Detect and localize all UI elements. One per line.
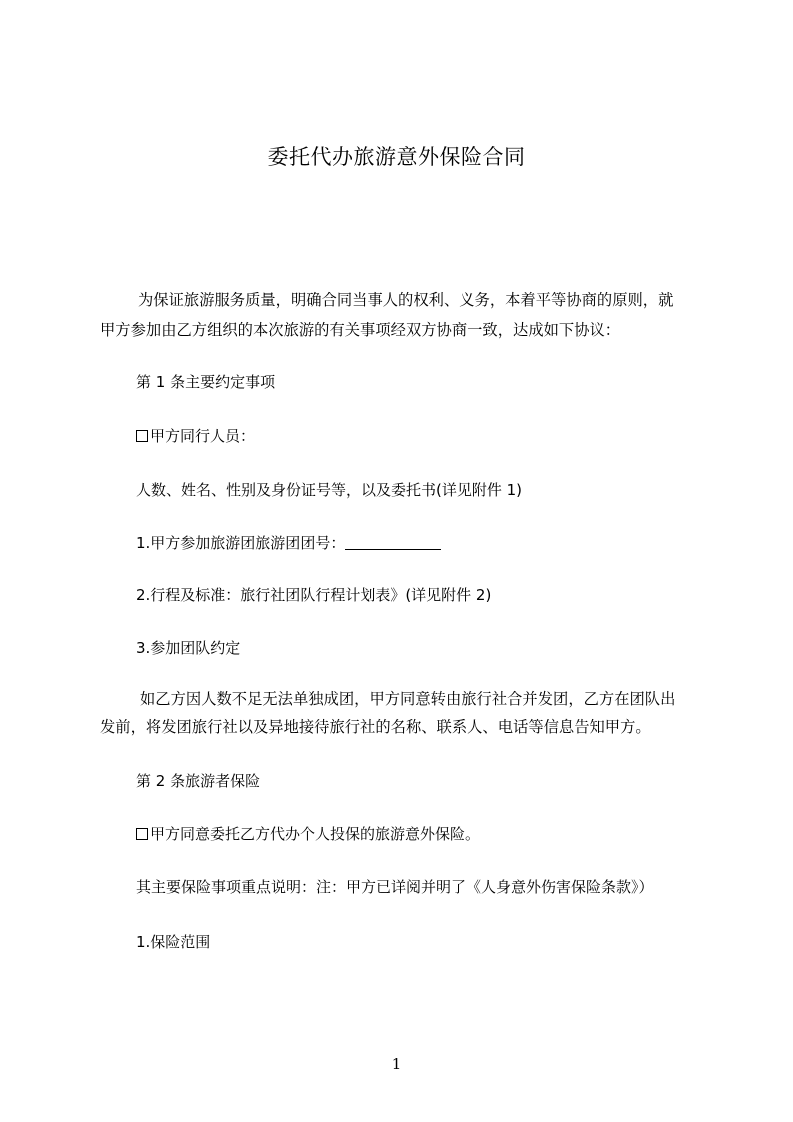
companions-checkbox[interactable]	[136, 430, 148, 442]
coverage-heading: 1.保险范围	[136, 933, 211, 951]
article-2-heading: 第 2 条旅游者保险	[136, 772, 261, 790]
companions-row	[136, 426, 255, 446]
intro-paragraph-line-2: 甲方参加由乙方组织的本次旅游的有关事项经双方协商一致，达成如下协议：	[100, 321, 621, 339]
item-1-row	[136, 533, 441, 553]
insurance-consent-label: 甲方同意委托乙方代办个人投保的旅游意外保险。	[150, 825, 481, 843]
document-title: 委托代办旅游意外保险合同	[267, 145, 526, 169]
insurance-consent-checkbox[interactable]	[136, 828, 148, 840]
article-1-heading: 第 1 条主要约定事项	[136, 373, 276, 391]
tour-group-number-blank[interactable]	[345, 535, 441, 550]
companions-detail: 人数、姓名、性别及身份证号等，以及委托书(详见附件 1)	[136, 481, 523, 499]
merge-paragraph-line-2: 发前，将发团旅行社以及异地接待旅行社的名称、联系人、电话等信息告知甲方。	[100, 718, 651, 736]
intro-paragraph-line-1: 为保证旅游服务质量，明确合同当事人的权利、义务，本着平等协商的原则，就	[138, 291, 674, 309]
item-3-group-agreement: 3.参加团队约定	[136, 639, 241, 657]
item-1-label: 1.甲方参加旅游团旅游团团号：	[136, 534, 346, 552]
merge-paragraph-line-1: 如乙方因人数不足无法单独成团，甲方同意转由旅行社合并发团，乙方在团队出	[140, 690, 676, 708]
key-points-note: 其主要保险事项重点说明：注：甲方已详阅并明了《人身意外伤害保险条款》）	[136, 878, 654, 896]
insurance-consent-row	[136, 824, 480, 844]
companions-label: 甲方同行人员：	[150, 427, 256, 445]
page-number: 1	[391, 1055, 402, 1073]
item-2-itinerary: 2.行程及标准：旅行社团队行程计划表》(详见附件 2)	[136, 586, 492, 604]
